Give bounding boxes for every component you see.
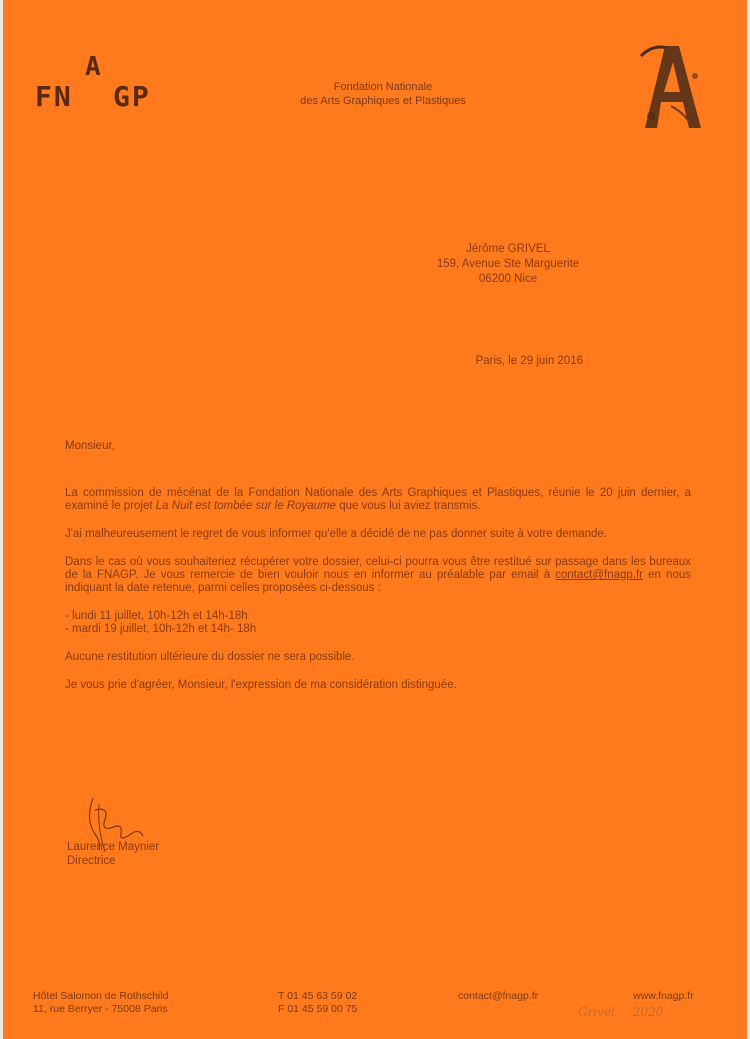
project-title: La Nuit est tombée sur le Royaume <box>155 500 337 512</box>
recipient-city: 06200 Nice <box>478 273 538 285</box>
signer-name: Laurence Maynier <box>67 841 160 853</box>
contact-email-link[interactable]: contact@fnagp.fr <box>555 569 644 581</box>
letter-body <box>65 440 691 692</box>
foundation-emblem-icon <box>631 36 711 132</box>
recipient-address <box>423 242 593 287</box>
annotation-year: 2020 <box>632 1005 664 1019</box>
foundation-line-2: des Arts Graphiques et Plastiques <box>300 95 466 107</box>
date-option-1: - lundi 11 juillet, 10h-12h et 14h-18h <box>65 610 248 622</box>
paragraph-restitution-end: en nous indiquant la date retenue, parmi celles proposées ci-dessous : <box>65 569 691 594</box>
date-option-2: - mardi 19 juillet, 10h-12h et 14h- 18h <box>65 623 257 635</box>
paragraph-restitution <box>65 556 691 595</box>
paragraph-commission-start: La commission de mécénat de la Fondation Nationale des Arts Graphiques et Plastiques, réunie le 20 juin dernier, a examiné le projet <box>65 487 691 512</box>
signer-title: Directrice <box>67 855 116 867</box>
footer-address-line-2: 11, rue Berryer - 75008 Paris <box>33 1003 168 1015</box>
foundation-name <box>283 80 483 108</box>
fnagp-logo <box>35 52 165 118</box>
artist-signature: Grivel <box>578 1005 615 1019</box>
footer-website[interactable]: www.fnagp.fr <box>633 990 694 1002</box>
logo-letter-a: A <box>85 52 101 82</box>
signer-block <box>67 840 159 868</box>
footer-email[interactable]: contact@fnagp.fr <box>458 990 539 1002</box>
paragraph-commission <box>65 487 691 513</box>
paragraph-no-restitution: Aucune restitution ultérieure du dossier ne sera possible. <box>65 651 355 663</box>
letter-page <box>3 0 747 1039</box>
footer-fax: F 01 45 59 00 75 <box>278 1003 358 1015</box>
recipient-street: 159, Avenue Ste Marguerite <box>436 258 580 270</box>
foundation-line-1: Fondation Nationale <box>333 81 433 93</box>
footer-address-line-1: Hôtel Salomon de Rothschild <box>33 990 169 1002</box>
paragraph-commission-end: que vous lui aviez transmis. <box>336 500 481 512</box>
closing-formula: Je vous prie d'agréer, Monsieur, l'expression de ma considération distinguée. <box>65 679 457 691</box>
paragraph-decision: J'ai malheureusement le regret de vous informer qu'elle a décidé de ne pas donner suite à votre demande. <box>65 528 608 540</box>
footer-address <box>33 990 168 1016</box>
artist-annotation <box>578 1005 663 1019</box>
salutation: Monsieur, <box>65 440 115 452</box>
footer-phone-fax <box>278 990 357 1016</box>
logo-letters-fn: FN <box>35 80 73 113</box>
paragraph-restitution-start: Dans le cas où vous souhaiteriez récupérer votre dossier, celui-ci pourra vous être restitué sur passage dans les bureaux de la FNAGP. Je vous remercie de bien vouloir nous en informer au préalable par email à <box>65 556 691 581</box>
recipient-name: Jérôme GRIVEL <box>466 243 550 255</box>
logo-letters-gp: GP <box>113 80 151 113</box>
footer-phone: T 01 45 63 59 02 <box>278 990 358 1002</box>
letter-date: Paris, le 29 juin 2016 <box>475 355 583 367</box>
